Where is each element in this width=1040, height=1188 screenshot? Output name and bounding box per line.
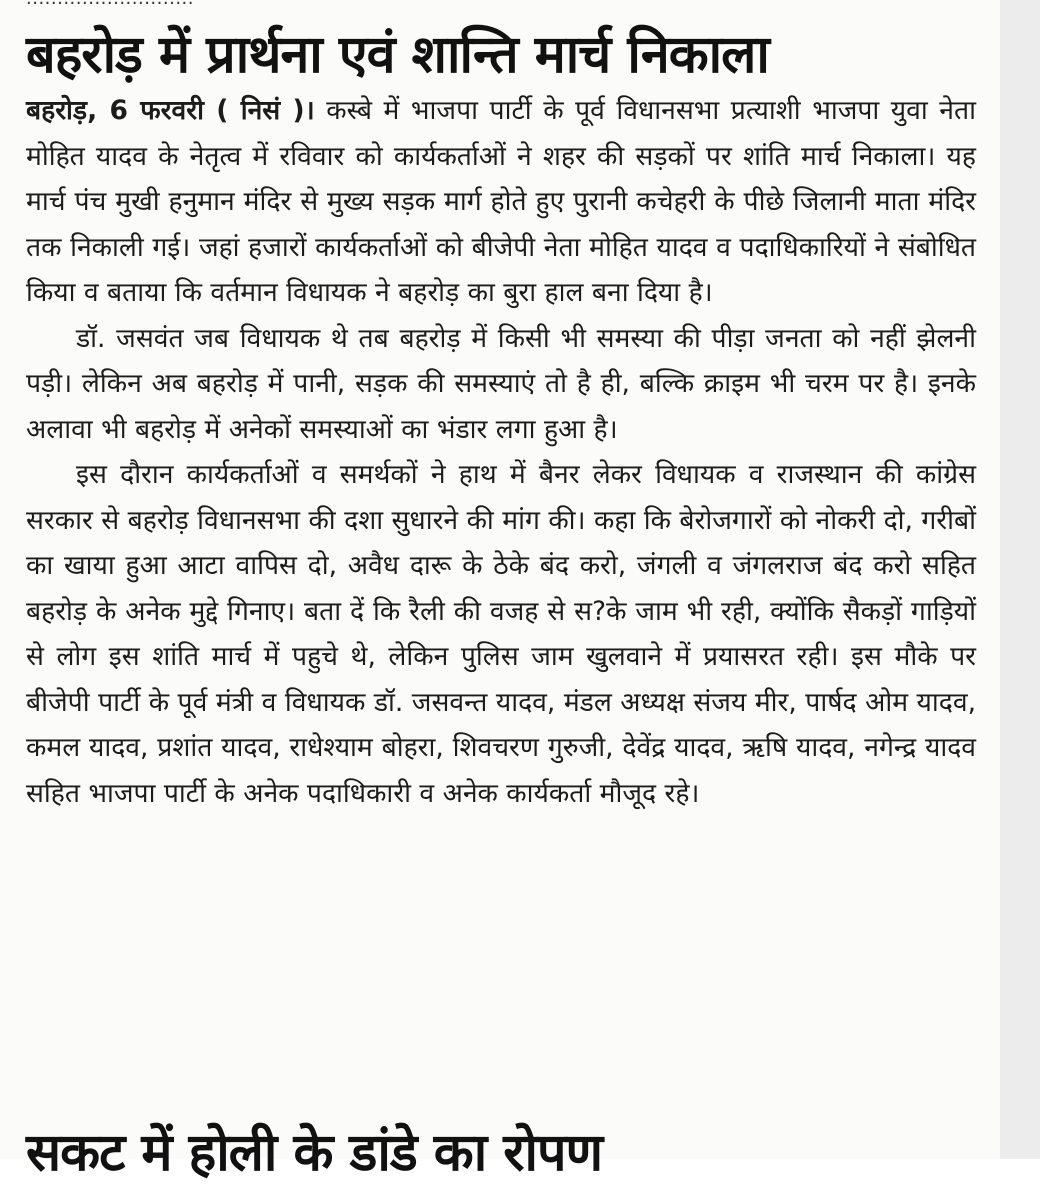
next-article-headline: सकट में होली के डांडे का रोपण xyxy=(26,1123,603,1183)
article-paragraph-3: इस दौरान कार्यकर्ताओं व समर्थकों ने हाथ में बैनर लेकर विधायक व राजस्थान की कांग्रेस सरकार से बहरोड़ विधानसभा की दशा सुधारने की मांग की। कहा कि बेरोजगारों को नोकरी दो, गरीबों का खाया हुआ आटा वापिस दो, अवैध दारू के ठेके बंद करो, जंगली व जंगलराज बंद करो सहित बहरोड़ के अनेक मुद्दे गिनाए। बता दें कि रैली की वजह से स?के जाम भी रही, क्योंकि सैकड़ों गाड़ियों से लोग इस शांति मार्च में पहुचे थे, लेकिन पुलिस जाम खुलवाने में प्रयासरत रही। इस मौके पर बीजेपी पार्टी के पूर्व मंत्री व विधायक डॉ. जसवन्त यादव, मंडल अध्यक्ष संजय मीर, पार्षद ओम यादव, कमल यादव, प्रशांत यादव, राधेश्याम बोहरा, शिवचरण गुरुजी, देवेंद्र यादव, ऋषि यादव, नगेन्द्र यादव सहित भाजपा पार्टी के अनेक पदाधिकारी व अनेक कार्यकर्ता मौजूद रहे। xyxy=(26,459,976,809)
paragraph-text: कस्बे में भाजपा पार्टी के पूर्व विधानसभा प्रत्याशी भाजपा युवा नेता मोहित यादव के नेतृत्व में रविवार को कार्यकर्ताओं ने शहर की सड़कों पर शांति मार्च निकाला। यह मार्च पंच मुखी हनुमान मंदिर से मुख्य सड़क मार्ग होते हुए पुरानी कचेहरी के पीछे जिलानी माता मंदिर तक निकाली गई। जहां हजारों कार्यकर्ताओं को बीजेपी नेता मोहित यादव व पदाधिकारियों ने संबोधित किया व बताया कि वर्तमान विधायक ने बहरोड़ का बुरा हाल बना दिया है। xyxy=(26,95,976,308)
article-paragraph-2: डॉ. जसवंत जब विधायक थे तब बहरोड़ में किसी भी समस्या की पीड़ा जनता को नहीं झेलनी पड़ी। लेकिन अब बहरोड़ में पानी, सड़क की समस्याएं तो है ही, बल्कि क्राइम भी चरम पर है। इनके अलावा भी बहरोड़ में अनेकों समस्याओं का भंडार लगा हुआ है। xyxy=(26,322,976,445)
article-dateline: बहरोड़, 6 फरवरी ( निसं )। xyxy=(26,95,315,126)
article-headline: बहरोड़ में प्रार्थना एवं शान्ति मार्च निकाला xyxy=(26,25,769,85)
article-body xyxy=(26,88,976,816)
margin-strip xyxy=(1000,0,1040,1159)
article-paragraph-1 xyxy=(26,88,976,316)
previous-article-cutoff xyxy=(26,0,194,9)
